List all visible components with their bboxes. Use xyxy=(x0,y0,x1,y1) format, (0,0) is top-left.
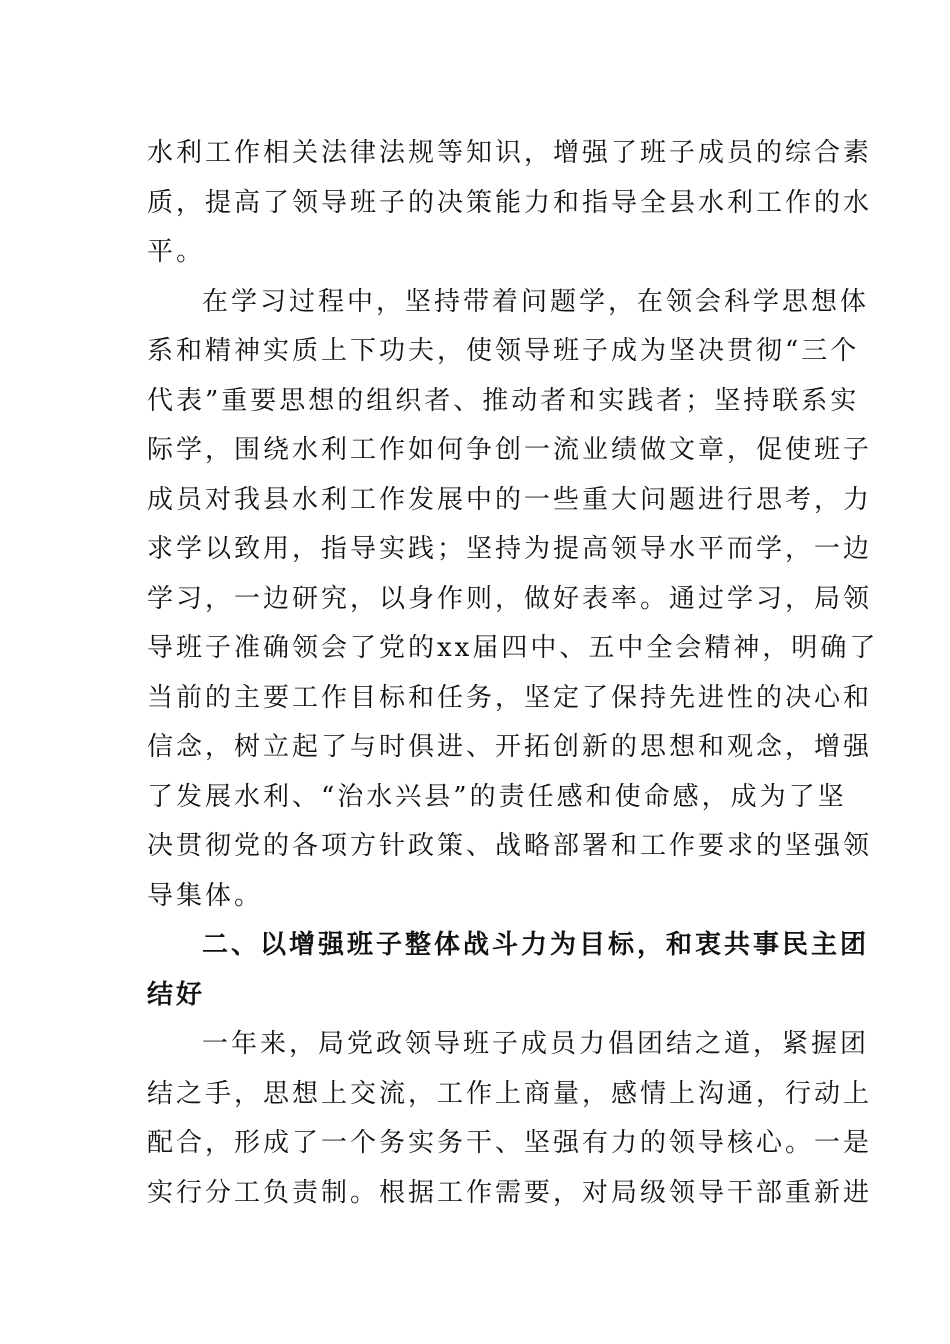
text-line: 导班子准确领会了党的xx届四中、五中全会精神，明确了 xyxy=(147,633,879,663)
document-body xyxy=(147,129,879,1218)
text-line: 配合，形成了一个务实务干、坚强有力的领导核心。一是 xyxy=(147,1128,873,1158)
text-line: 了发展水利、“治水兴县”的责任感和使命感，成为了坚 xyxy=(147,781,847,812)
text-line: 平。 xyxy=(147,237,206,267)
text-line: 学习，一边研究，以身作则，做好表率。通过学习，局领 xyxy=(147,583,873,614)
text-line: 代表”重要思想的组织者、推动者和实践者；坚持联系实 xyxy=(147,385,860,416)
heading-line: 结好 xyxy=(147,979,206,1010)
text-line: 在学习过程中，坚持带着问题学，在领会科学思想体 xyxy=(202,286,870,317)
text-line: 一年来，局党政领导班子成员力倡团结之道，紧握团 xyxy=(202,1029,870,1059)
text-line: 实行分工负责制。根据工作需要，对局级领导干部重新进 xyxy=(147,1177,873,1208)
text-line: 求学以致用，指导实践；坚持为提高领导水平而学，一边 xyxy=(147,534,873,564)
text-line: 成员对我县水利工作发展中的一些重大问题进行思考，力 xyxy=(147,484,873,515)
text-line: 质，提高了领导班子的决策能力和指导全县水利工作的水 xyxy=(147,187,873,218)
text-line: 结之手，思想上交流，工作上商量，感情上沟通，行动上 xyxy=(147,1078,873,1109)
text-line: 信念，树立起了与时俱进、开拓创新的思想和观念，增强 xyxy=(147,732,873,762)
section-heading xyxy=(147,921,870,1020)
paragraph-3 xyxy=(147,1020,873,1218)
text-line: 系和精神实质上下功夫，使领导班子成为坚决贯彻“三个 xyxy=(147,336,860,366)
text-line: 际学，围绕水利工作如何争创一流业绩做文章，促使班子 xyxy=(147,435,873,465)
text-line: 水利工作相关法律法规等知识，增强了班子成员的综合素 xyxy=(147,138,873,168)
text-line: 决贯彻党的各项方针政策、战略部署和工作要求的坚强领 xyxy=(147,831,873,861)
paragraph-2 xyxy=(147,278,879,922)
heading-line: 二、以增强班子整体战斗力为目标，和衷共事民主团 xyxy=(202,930,870,960)
text-line: 导集体。 xyxy=(147,880,264,911)
text-line: 当前的主要工作目标和任务，坚定了保持先进性的决心和 xyxy=(147,682,873,713)
paragraph-1 xyxy=(147,129,873,278)
